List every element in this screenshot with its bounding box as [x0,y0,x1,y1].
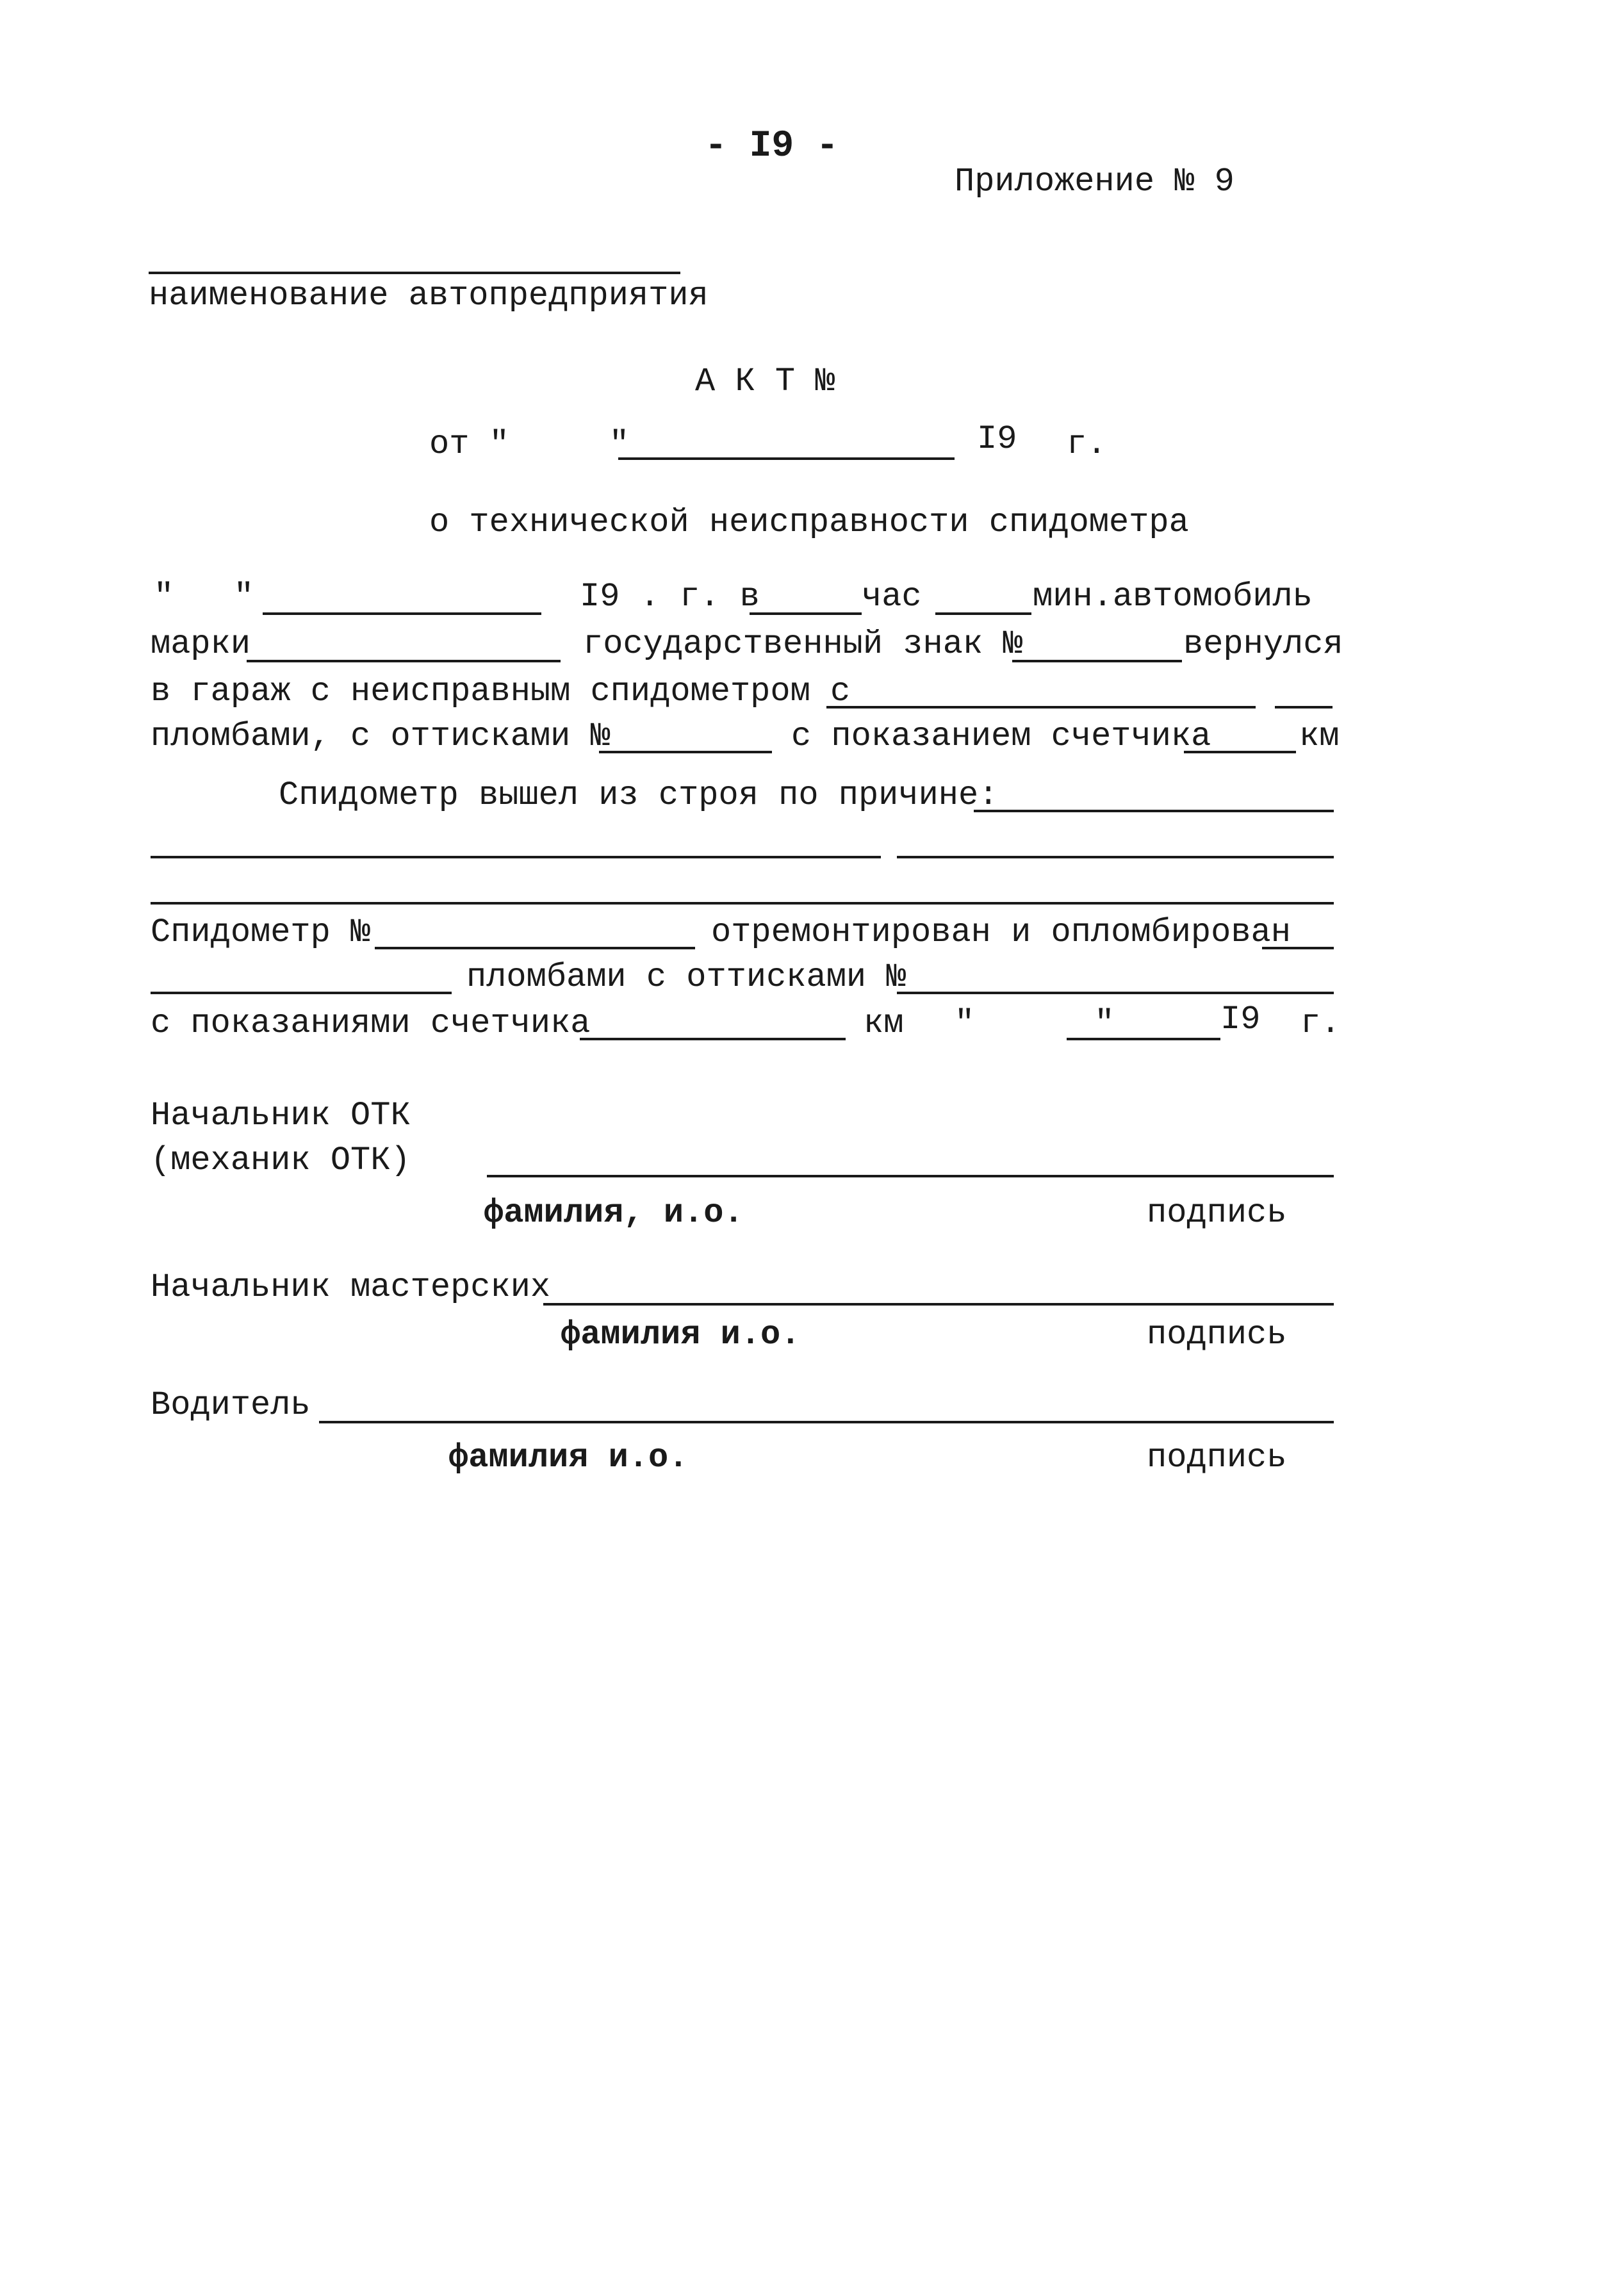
body-l4-seals: пломбами, с оттисками № [151,717,611,755]
org-name-line[interactable] [149,272,680,274]
reason-line-2a[interactable] [151,856,881,858]
body-l9-year: I9 [1220,1001,1261,1038]
l4-reading-line[interactable] [1184,751,1296,753]
body-l7-speedo: Спидометр № [151,913,371,951]
l9-reading-line[interactable] [580,1038,846,1040]
body-l1-min: мин.автомобиль [1033,578,1313,616]
act-date-prefix: от " " [429,425,630,463]
body-l2-plate: государственный знак № [583,625,1023,663]
sig-driver-sign: подпись [1147,1439,1287,1477]
act-date-line[interactable] [618,457,955,460]
l7-count-line[interactable] [1262,947,1334,949]
sig-otk-sign: подпись [1147,1194,1287,1232]
sig-driver-line[interactable] [319,1421,1334,1423]
l1-min-line[interactable] [935,612,1031,615]
sig-driver-name: фамилия и.о. [448,1439,689,1477]
sig-otk-name: фамилия, и.о. [484,1194,744,1232]
page-number: - I9 - [705,126,839,167]
sig-otk-line[interactable] [487,1175,1334,1177]
body-reason: Спидометр вышел из строя по причине: [279,776,999,814]
reason-line-1[interactable] [974,810,1334,812]
act-year: I9 [977,420,1017,458]
l1-date-line[interactable] [263,612,541,615]
org-label: наименование автопредприятия [149,277,709,315]
l8-stamp-line[interactable] [897,992,1334,994]
sig-workshop-sign: подпись [1147,1316,1287,1354]
sig-workshop-head: Начальник мастерских [151,1268,551,1306]
body-l3-text: в гараж с неисправным спидометром с [151,673,851,710]
sig-workshop-line[interactable] [543,1303,1334,1306]
sig-otk-mech: (механик ОТК) [151,1142,411,1179]
body-l7-repaired: отремонтирован и опломбирован [711,913,1291,951]
body-l2-brand: марки [151,625,251,663]
act-subject: о технической неисправности спидометра [429,504,1189,541]
l2-plate-line[interactable] [1012,660,1182,662]
l3-count-line-2[interactable] [1275,706,1333,708]
body-l8-seals: пломбами с оттисками № [466,958,906,996]
act-title: А К Т № [695,363,835,400]
body-l9-reading: с показаниями счетчика [151,1004,591,1042]
body-l1-year: I9 . г. в [580,578,760,616]
body-l9-quotes: " " [955,1004,1115,1042]
appendix-label: Приложение № 9 [955,163,1234,201]
reason-line-3[interactable] [151,902,1334,905]
l8-count-line[interactable] [151,992,452,994]
l1-hour-line[interactable] [750,612,862,615]
body-l2-returned: вернулся [1183,625,1343,663]
l2-brand-line[interactable] [247,660,561,662]
body-l1-quotes: " " [154,578,254,616]
body-l4-reading: с показанием счетчика [791,717,1211,755]
body-l9-g: г. [1300,1004,1341,1042]
l3-count-line[interactable] [826,706,1256,708]
sig-otk-head: Начальник ОТК [151,1097,411,1134]
body-l9-km: км [864,1004,904,1042]
l9-date-line[interactable] [1067,1038,1220,1040]
body-l4-km: км [1299,717,1340,755]
act-year-suffix: г. [1067,425,1107,463]
sig-workshop-name: фамилия и.о. [561,1316,801,1354]
reason-line-2b[interactable] [897,856,1334,858]
body-l1-hour: час [862,578,922,616]
l4-stamp-line[interactable] [599,751,772,753]
sig-driver: Водитель [151,1386,311,1424]
l7-number-line[interactable] [375,947,695,949]
